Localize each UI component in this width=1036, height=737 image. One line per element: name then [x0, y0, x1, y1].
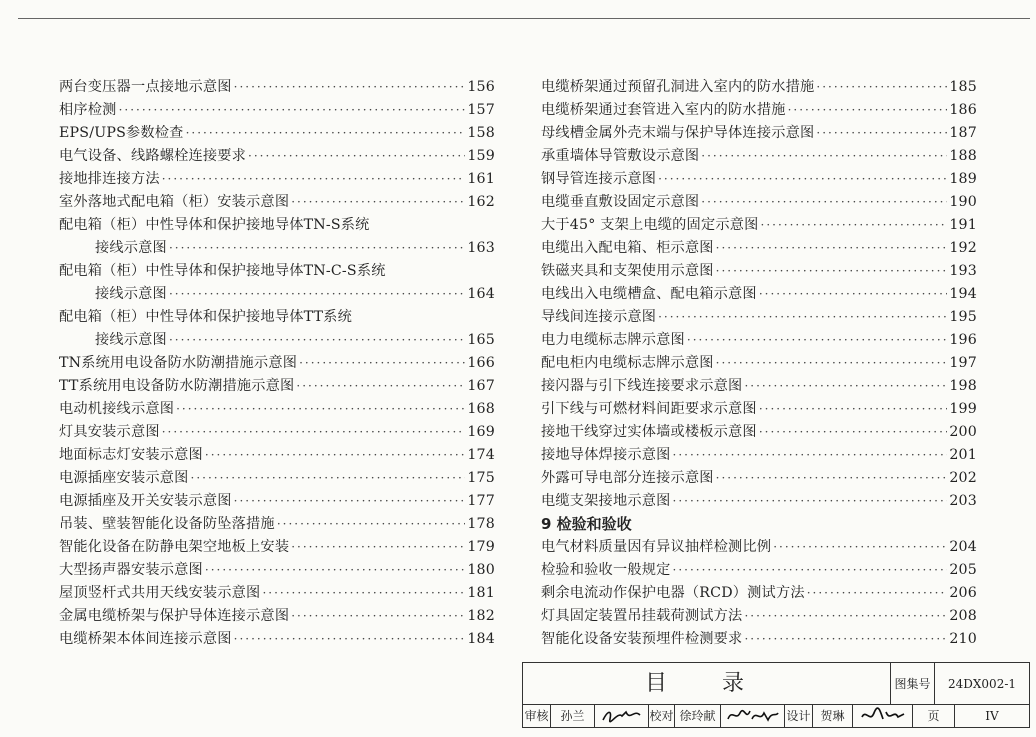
design-signature [853, 705, 913, 727]
toc-entry-title: 智能化设备安装预埋件检测要求 [541, 631, 743, 647]
toc-entry[interactable] [541, 559, 977, 582]
toc-entry-page: 197 [949, 355, 977, 371]
toc-entry[interactable] [59, 421, 495, 444]
toc-entry-page: 161 [467, 171, 495, 187]
dot-leader [788, 99, 948, 122]
toc-entry-page: 195 [949, 309, 977, 325]
toc-entry[interactable] [541, 375, 977, 398]
dot-leader [744, 605, 947, 628]
toc-entry-title: 电缆桥架通过预留孔洞进入室内的防水措施 [541, 79, 815, 95]
dot-leader [234, 628, 466, 651]
toc-entry[interactable] [59, 260, 495, 283]
toc-entry-page: 203 [949, 493, 977, 509]
dot-leader [169, 283, 465, 306]
toc-entry-title: 两台变压器一点接地示意图 [59, 79, 232, 95]
dot-leader [162, 421, 466, 444]
dot-leader [716, 467, 948, 490]
toc-entry-page: 180 [467, 562, 495, 578]
toc-entry-title: 电缆出入配电箱、柜示意图 [541, 240, 714, 256]
toc-entry-title: EPS/UPS参数检查 [59, 125, 184, 141]
dot-leader [169, 237, 465, 260]
dot-leader [673, 490, 948, 513]
toc-entry[interactable] [59, 76, 495, 99]
toc-entry[interactable] [59, 145, 495, 168]
toc-entry-title: 接线示意图 [95, 240, 167, 256]
toc-entry-page: 187 [949, 125, 977, 141]
dot-leader [186, 122, 466, 145]
toc-entry-title: 灯具安装示意图 [59, 424, 160, 440]
toc-entry-title: 配电箱（柜）中性导体和保护接地导体TN-C-S系统 [59, 263, 386, 279]
toc-entry-title: 检验和验收一般规定 [541, 562, 671, 578]
toc-entry-title: 电缆支架接地示意图 [541, 493, 671, 509]
toc-entry[interactable] [541, 306, 977, 329]
toc-entry-page: 178 [467, 516, 495, 532]
toc-entry[interactable] [541, 352, 977, 375]
review-name: 孙兰 [551, 705, 595, 727]
toc-entry[interactable] [541, 490, 977, 513]
dot-leader [291, 536, 465, 559]
toc-entry[interactable] [59, 352, 495, 375]
toc-entry-page: 156 [467, 79, 495, 95]
toc-entry-page: 191 [949, 217, 977, 233]
toc-entry[interactable] [59, 329, 495, 352]
toc-entry-page: 204 [949, 539, 977, 555]
check-signature-mark [726, 707, 780, 725]
dot-leader [658, 168, 947, 191]
toc-entry[interactable] [59, 375, 495, 398]
dot-leader [673, 559, 948, 582]
dot-leader [701, 191, 947, 214]
toc-entry[interactable] [541, 329, 977, 352]
toc-entry-page: 167 [467, 378, 495, 394]
toc-entry-title: 接线示意图 [95, 286, 167, 302]
toc-entry[interactable] [541, 76, 977, 99]
toc-entry-title: 接闪器与引下线连接要求示意图 [541, 378, 743, 394]
toc-entry-page: 182 [467, 608, 495, 624]
toc-entry-title: 金属电缆桥架与保护导体连接示意图 [59, 608, 290, 624]
dot-leader [299, 352, 465, 375]
review-signature-mark [600, 707, 644, 725]
check-name: 徐玲献 [675, 705, 721, 727]
toc-entry[interactable] [541, 444, 977, 467]
toc-entry[interactable] [59, 490, 495, 513]
toc-entry-page: 198 [949, 378, 977, 394]
toc-entry[interactable] [541, 628, 977, 651]
dot-leader [291, 605, 465, 628]
review-signature [595, 705, 649, 727]
dot-leader [716, 237, 948, 260]
toc-entry[interactable] [59, 628, 495, 651]
dot-leader [687, 329, 947, 352]
toc-entry-title: 地面标志灯安装示意图 [59, 447, 203, 463]
toc-entry[interactable] [541, 536, 977, 559]
toc-section-heading: 9 检验和验收 [541, 515, 632, 533]
toc-entry[interactable] [541, 214, 977, 237]
dot-leader [658, 306, 947, 329]
page-label: 页 [913, 705, 955, 727]
toc-entry-title: 大型扬声器安装示意图 [59, 562, 203, 578]
toc-entry-title: 接地干线穿过实体墙或楼板示意图 [541, 424, 757, 440]
toc-entry[interactable] [59, 283, 495, 306]
dot-leader [744, 628, 947, 651]
toc-entry-page: 210 [949, 631, 977, 647]
toc-entry-page: 157 [467, 102, 495, 118]
toc-entry-title: 导线间连接示意图 [541, 309, 657, 325]
toc-entry-title: 电缆桥架本体间连接示意图 [59, 631, 232, 647]
check-signature [721, 705, 785, 727]
toc-entry-title: 电气设备、线路螺栓连接要求 [59, 148, 247, 164]
dot-leader [744, 375, 947, 398]
toc-entry[interactable] [541, 99, 977, 122]
toc-entry-title: 钢导管连接示意图 [541, 171, 657, 187]
dot-leader [262, 582, 465, 605]
toc-entry[interactable] [59, 122, 495, 145]
dot-leader [761, 214, 948, 237]
toc-entry-page: 165 [467, 332, 495, 348]
toc-entry-title: 电源插座及开关安装示意图 [59, 493, 232, 509]
toc-entry-page: 192 [949, 240, 977, 256]
dot-leader [773, 536, 947, 559]
toc-entry-title: 屋顶竖杆式共用天线安装示意图 [59, 585, 261, 601]
dot-leader [169, 329, 465, 352]
toc-entry-page: 202 [949, 470, 977, 486]
dot-leader [234, 76, 466, 99]
toc-entry[interactable] [59, 536, 495, 559]
check-label: 校对 [649, 705, 675, 727]
toc-entry[interactable] [541, 398, 977, 421]
toc-entry-title: 大于45° 支架上电缆的固定示意图 [541, 217, 759, 233]
toc-entry-title: 电气材料质量因有异议抽样检测比例 [541, 539, 772, 555]
dot-leader [162, 168, 466, 191]
toc-entry-title: 电源插座安装示意图 [59, 470, 189, 486]
dot-leader [716, 260, 948, 283]
toc-entry-page: 185 [949, 79, 977, 95]
dot-leader [205, 559, 465, 582]
toc-entry-title: 母线槽金属外壳末端与保护导体连接示意图 [541, 125, 815, 141]
dot-leader [816, 122, 947, 145]
toc-entry-title: 配电箱（柜）中性导体和保护接地导体TN-S系统 [59, 217, 370, 233]
toc-entry-page: 206 [949, 585, 977, 601]
toc-entry[interactable] [541, 122, 977, 145]
toc-entry[interactable] [59, 237, 495, 260]
dot-leader [759, 283, 947, 306]
signature-row [523, 705, 1029, 727]
toc-entry-page: 201 [949, 447, 977, 463]
dot-leader [191, 467, 466, 490]
toc-entry[interactable] [59, 582, 495, 605]
toc-entry-page: 196 [949, 332, 977, 348]
toc-entry-title: 智能化设备在防静电架空地板上安装 [59, 539, 290, 555]
drawing-title: 目 录 [523, 663, 891, 705]
toc-entry[interactable] [541, 191, 977, 214]
title-block [522, 662, 1030, 728]
dot-leader [701, 145, 947, 168]
page-number: IV [985, 709, 999, 723]
toc-entry-title: 室外落地式配电箱（柜）安装示意图 [59, 194, 290, 210]
toc-entry-page: 194 [949, 286, 977, 302]
toc-entry[interactable] [59, 191, 495, 214]
dot-leader [248, 145, 465, 168]
dot-leader [277, 513, 465, 536]
dot-leader [759, 398, 947, 421]
toc-entry-title: 吊装、壁装智能化设备防坠落措施 [59, 516, 275, 532]
toc-entry[interactable] [59, 513, 495, 536]
toc-entry-page: 208 [949, 608, 977, 624]
dot-leader [759, 421, 947, 444]
toc-entry-title: 电线出入电缆槽盒、配电箱示意图 [541, 286, 757, 302]
toc-entry-page: 188 [949, 148, 977, 164]
toc-entry-page: 189 [949, 171, 977, 187]
dot-leader [291, 191, 465, 214]
toc-entry-page: 199 [949, 401, 977, 417]
toc-entry-title: 铁磁夹具和支架使用示意图 [541, 263, 714, 279]
toc-entry-page: 184 [467, 631, 495, 647]
toc-entry[interactable] [59, 99, 495, 122]
toc-entry-page: 193 [949, 263, 977, 279]
toc-entry[interactable] [541, 283, 977, 306]
toc-entry-page: 169 [467, 424, 495, 440]
toc-right-column [541, 76, 977, 651]
toc-entry-title: 灯具固定装置吊挂载荷测试方法 [541, 608, 743, 624]
toc-entry-page: 175 [467, 470, 495, 486]
dot-leader [119, 99, 466, 122]
toc-entry-title: 配电柜内电缆标志牌示意图 [541, 355, 714, 371]
dot-leader [205, 444, 465, 467]
toc-entry[interactable] [59, 306, 495, 329]
toc-entry-page: 179 [467, 539, 495, 555]
toc-entry[interactable] [59, 467, 495, 490]
toc-left-column [59, 76, 495, 651]
dot-leader [816, 76, 947, 99]
toc-entry-title: 相序检测 [59, 102, 117, 118]
dot-leader [807, 582, 948, 605]
toc-entry-page: 177 [467, 493, 495, 509]
toc-entry-title: 接地导体焊接示意图 [541, 447, 671, 463]
dot-leader [176, 398, 465, 421]
dot-leader [673, 444, 948, 467]
toc-entry-title: 外露可导电部分连接示意图 [541, 470, 714, 486]
toc-entry[interactable] [541, 168, 977, 191]
toc-entry-title: TN系统用电设备防水防潮措施示意图 [59, 355, 298, 371]
toc-entry-page: 164 [467, 286, 495, 302]
toc-entry-title: 电动机接线示意图 [59, 401, 175, 417]
toc-entry[interactable] [59, 444, 495, 467]
toc-entry[interactable] [541, 467, 977, 490]
toc-entry-page: 159 [467, 148, 495, 164]
toc-entry-title: 承重墙体导管敷设示意图 [541, 148, 700, 164]
toc-entry-page: 205 [949, 562, 977, 578]
toc-entry-page: 163 [467, 240, 495, 256]
toc-entry[interactable] [59, 214, 495, 237]
review-label: 审核 [523, 705, 551, 727]
design-signature-mark [859, 707, 907, 725]
toc-entry[interactable] [541, 582, 977, 605]
toc-entry-page: 186 [949, 102, 977, 118]
toc-entry-title: 接地排连接方法 [59, 171, 160, 187]
toc-entry-page: 166 [467, 355, 495, 371]
toc-entry-title: TT系统用电设备防水防潮措施示意图 [59, 378, 295, 394]
toc-entry-page: 158 [467, 125, 495, 141]
toc-entry-page: 181 [467, 585, 495, 601]
atlas-number-label: 图集号 [891, 663, 935, 705]
toc-entry[interactable] [541, 260, 977, 283]
design-name: 贺琳 [813, 705, 853, 727]
toc-entry-title: 剩余电流动作保护电器（RCD）测试方法 [541, 585, 805, 601]
dot-leader [296, 375, 465, 398]
toc-entry[interactable] [59, 398, 495, 421]
toc-entry-title: 配电箱（柜）中性导体和保护接地导体TT系统 [59, 309, 352, 325]
toc-entry-page: 168 [467, 401, 495, 417]
toc-entry-title: 电缆垂直敷设固定示意图 [541, 194, 700, 210]
toc-entry[interactable] [541, 237, 977, 260]
dot-leader [716, 352, 948, 375]
toc-entry[interactable] [59, 605, 495, 628]
toc-entry[interactable] [541, 605, 977, 628]
toc-entry-title: 电缆桥架通过套管进入室内的防水措施 [541, 102, 786, 118]
toc-entry[interactable] [541, 145, 977, 168]
toc-entry-title: 电力电缆标志牌示意图 [541, 332, 685, 348]
toc-entry[interactable] [59, 168, 495, 191]
toc-entry-page: 174 [467, 447, 495, 463]
toc-entry-page: 162 [467, 194, 495, 210]
design-label: 设计 [785, 705, 813, 727]
toc-entry-title: 引下线与可燃材料间距要求示意图 [541, 401, 757, 417]
dot-leader [234, 490, 466, 513]
atlas-number: 24DX002-1 [935, 663, 1029, 705]
toc-entry-page: 200 [949, 424, 977, 440]
toc-entry-title: 接线示意图 [95, 332, 167, 348]
toc-entry-page: 190 [949, 194, 977, 210]
toc-entry[interactable] [59, 559, 495, 582]
toc-entry[interactable] [541, 421, 977, 444]
